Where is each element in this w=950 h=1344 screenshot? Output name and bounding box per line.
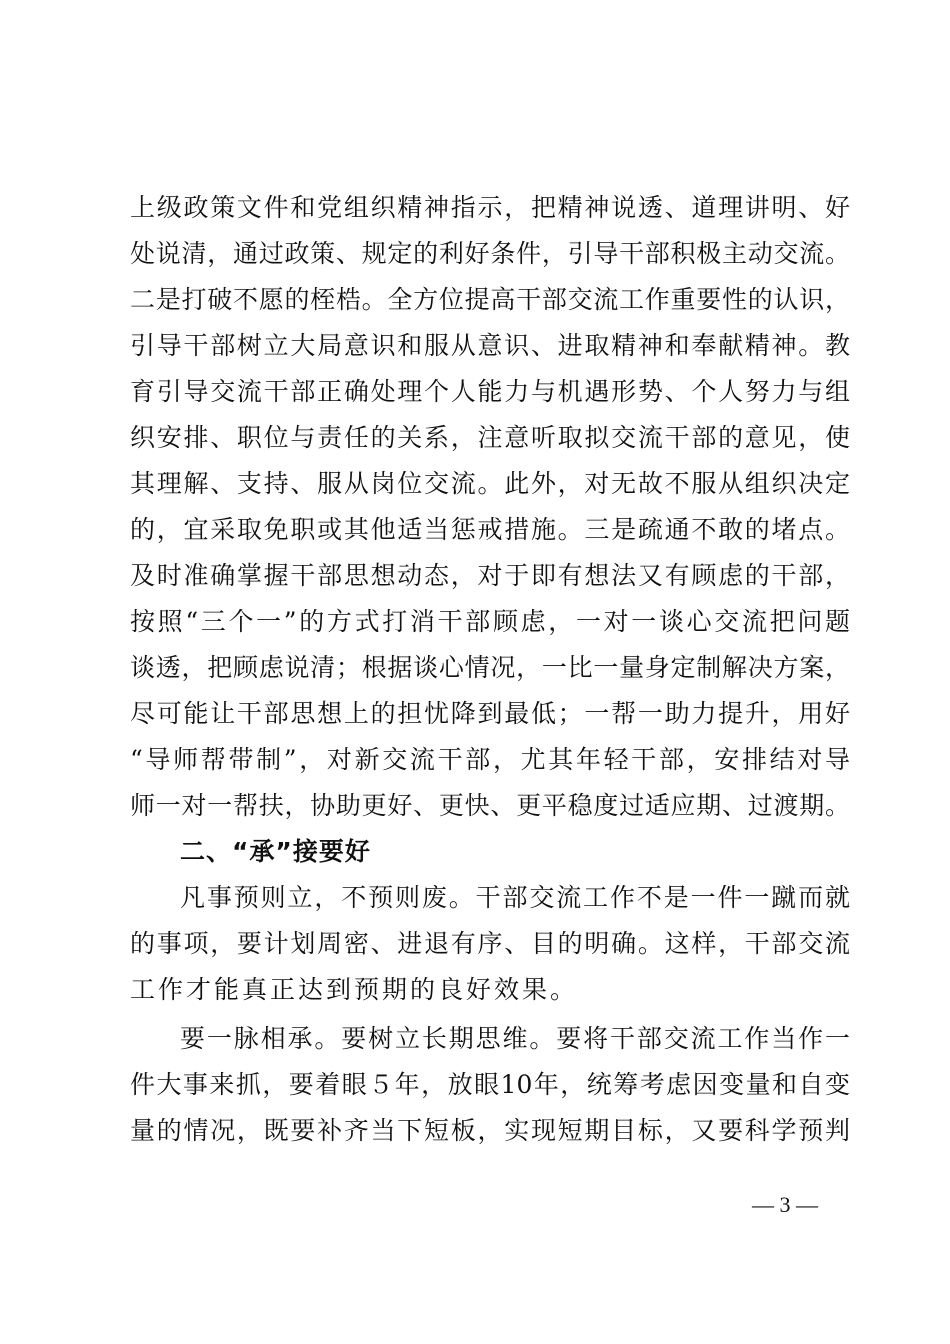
text-line: 件大事来抓，要着眼５年，放眼10年，统筹考虑因变量和自变 [130,1070,850,1099]
text-line: 其理解、支持、服从岗位交流。此外，对无故不服从组织决定 [130,469,850,498]
text-line: 谈透，把顾虑说清；根据谈心情况，一比一量身定制解决方案， [130,653,850,682]
text-line: 凡事预则立，不预则废。干部交流工作不是一件一蹴而就 [180,883,850,912]
text-line: 育引导交流干部正确处理个人能力与机遇形势、个人努力与组 [130,377,850,406]
text-line: 上级政策文件和党组织精神指示，把精神说透、道理讲明、好 [130,193,850,222]
text-line: 量的情况，既要补齐当下短板，实现短期目标，又要科学预判 [130,1116,850,1145]
text-line: 引导干部树立大局意识和服从意识、进取精神和奉献精神。教 [130,331,850,360]
text-line: 的，宜采取免职或其他适当惩戒措施。三是疏通不敢的堵点。 [130,515,850,544]
section-heading: 二、“承”接要好 [180,837,371,866]
text-line: 师一对一帮扶，协助更好、更快、更平稳度过适应期、过渡期。 [130,791,850,820]
text-line: 尽可能让干部思想上的担忧降到最低；一帮一助力提升，用好 [130,699,850,728]
page-number: — 3 — [752,1192,818,1217]
text-line: 处说清，通过政策、规定的利好条件，引导干部积极主动交流。 [130,239,850,268]
text-line: 及时准确掌握干部思想动态，对于即有想法又有顾虑的干部， [130,561,850,590]
text-line: 要一脉相承。要树立长期思维。要将干部交流工作当作一 [180,1024,850,1053]
text-line: 织安排、职位与责任的关系，注意听取拟交流干部的意见，使 [130,423,850,452]
text-line: 的事项，要计划周密、进退有序、目的明确。这样，干部交流 [130,929,850,958]
text-line: “导师帮带制”，对新交流干部，尤其年轻干部，安排结对导 [130,745,850,774]
text-line: 二是打破不愿的桎梏。全方位提高干部交流工作重要性的认识， [130,285,850,314]
text-line: 工作才能真正达到预期的良好效果。 [130,975,579,1004]
text-line: 按照“三个一”的方式打消干部顾虑，一对一谈心交流把问题 [130,607,850,636]
